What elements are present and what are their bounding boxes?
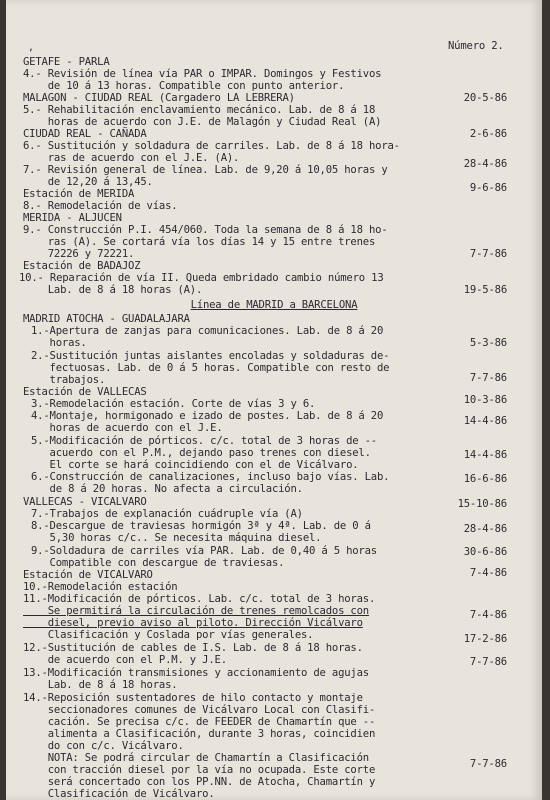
text-line: MERIDA - ALJUCEN (23, 212, 122, 224)
text-line: Clasificación y Coslada por vías generales. (23, 629, 314, 641)
text-line: cación. Se precisa c/c. de FEEDER de Chamartín que -- (23, 716, 376, 728)
text-line: NOTA: Se podrá circular de Chamartín a Clasificación (23, 752, 369, 764)
text-line: 72226 y 72221. (23, 248, 135, 260)
text-line: Lab. de 8 á 18 horas. (23, 679, 178, 691)
entry-date: 7-7-86 (469, 372, 507, 384)
text-line: do con c/c. Vicálvaro. (23, 740, 184, 752)
text-line: Se permitirá la circulación de trenes remolcados con (23, 605, 369, 617)
text-line: será concertado con los PP.NN. de Atocha, Chamartín y (23, 776, 376, 788)
text-line: 5.- Rehabilitación enclavamiento mecánico. Lab. de 8 á 18 (23, 104, 376, 116)
entry-date: 10-3-86 (463, 394, 507, 406)
entry-date: 28-4-86 (463, 158, 507, 170)
text-line: CIUDAD REAL - CAÑADA (23, 128, 147, 140)
text-line: 4.-Montaje, hormigonado e izado de postes. Lab. de 8 á 20 (31, 410, 384, 422)
text-line: GETAFE - PARLA (23, 56, 110, 68)
text-line: 3.-Remodelación estación. Corte de vías 3 y 6. (31, 398, 316, 410)
text-line: 6.- Sustitución y soldadura de carriles. Lab. de 8 á 18 hora- (23, 140, 400, 152)
text-line: 13.-Modificación transmisiones y accionamiento de agujas (23, 667, 369, 679)
text-line: trabajos. (31, 374, 106, 386)
text-line: MADRID ATOCHA - GUADALAJARA (23, 313, 190, 325)
entry-date: 14-4-86 (463, 415, 507, 427)
text-line: 5,30 horas c/c.. Se necesita máquina diesel. (31, 532, 322, 544)
text-line: con tracción diesel por la vía no ocupada. Este corte (23, 764, 376, 776)
text-line: El corte se hará coincidiendo con el de Vicálvaro. (31, 459, 359, 471)
entry-date: 7-4-86 (469, 567, 507, 579)
text-line: Estación de MERIDA (23, 188, 135, 200)
text-line: 8.- Remodelación de vías. (23, 200, 178, 212)
text-line: horas de acuerdo con J.E. de Malagón y Ciudad Real (A) (23, 116, 382, 128)
text-line: 8.-Descargue de traviesas hormigón 3ª y 4ª. Lab. de 0 á (31, 520, 371, 532)
text-line: 7.-Trabajos de explanación cuádruple vía (A) (31, 508, 303, 520)
text-line: Lab. de 8 á 18 horas (A). (23, 284, 203, 296)
text-line: 5.-Modificación de pórticos. c/c. total de 3 horas de -- (31, 435, 377, 447)
text-line: 10.-Remodelación estación (23, 581, 178, 593)
text-line: 11.-Modificación de pórticos. Lab. c/c. total de 3 horas. (23, 593, 376, 605)
entry-date: 20-5-86 (463, 92, 507, 104)
text-line: VALLECAS - VICALVARO (23, 496, 147, 508)
text-line: 4.- Revisión de línea vía PAR o IMPAR. Domingos y Festivos (23, 68, 382, 80)
text-line: 14.-Reposición sustentadores de hilo contacto y montaje (23, 692, 363, 704)
text-line: 12.-Sustitución de cables de I.S. Lab. de 8 á 18 horas. (23, 642, 363, 654)
text-line: seccionadores comunes de Vicálvaro Local con Clasifi- (23, 704, 376, 716)
punch-mark: , (28, 42, 35, 53)
text-line: ras (A). Se cortará vía los días 14 y 15 entre trenes (23, 236, 376, 248)
entry-date: 7-7-86 (469, 656, 507, 668)
entry-date: 7-7-86 (469, 248, 507, 260)
text-line: horas de acuerdo con el J.E. (31, 422, 223, 434)
text-line: fectuosas. Lab. de 0 á 5 horas. Compatible con resto de (31, 362, 390, 374)
entry-date: 7-4-86 (469, 609, 507, 621)
text-line: Estación de VALLECAS (23, 386, 147, 398)
text-line: alimenta a Clasificación, durante 3 horas, coincidien (23, 728, 376, 740)
entry-date: 28-4-86 (463, 523, 507, 535)
entry-date: 2-6-86 (469, 128, 507, 140)
entry-date: 16-6-86 (463, 473, 507, 485)
entry-date: 7-7-86 (469, 758, 507, 770)
entry-date: 5-3-86 (469, 337, 507, 349)
text-line: ras de acuerdo con el J.E. (A). (23, 152, 240, 164)
entry-date: 9-6-86 (469, 182, 507, 194)
text-line: de acuerdo con el P.M. y J.E. (23, 654, 227, 666)
text-line: 1.-Apertura de zanjas para comunicaciones. Lab. de 8 á 20 (31, 325, 384, 337)
document-page (6, 0, 542, 800)
entry-date: 15-10-86 (457, 498, 507, 510)
text-line: de 8 á 20 horas. No afecta a circulación. (31, 483, 303, 495)
text-line: MALAGON - CIUDAD REAL (Cargadero LA LEBRERA) (23, 92, 295, 104)
text-line: 6.-Construcción de canalizaciones, incluso bajo vías. Lab. (31, 471, 390, 483)
entry-date: 17-2-86 (463, 633, 507, 645)
text-line: 2.-Sustitución juntas aislantes encoladas y soldaduras de- (31, 350, 390, 362)
page-number: Número 2. (448, 40, 504, 52)
entry-date: 19-5-86 (463, 284, 507, 296)
text-line: diesel, previo aviso al piloto. Dirección Vicálvaro (23, 617, 363, 629)
text-line: Compatible con descargue de traviesas. (31, 557, 285, 569)
text-line: de 10 á 13 horas. Compatible con punto anterior. (23, 80, 345, 92)
text-line: de 12,20 á 13,45. (23, 176, 153, 188)
text-line: acuerdo con el P.M., dejando paso trenes con diesel. (31, 447, 371, 459)
section-title: Línea de MADRID a BARCELONA (190, 299, 358, 311)
text-line: 9.-Soldadura de carriles vía PAR. Lab. de 0,40 á 5 horas (31, 545, 377, 557)
text-line: 10.- Reparación de vía II. Queda embridado cambio número 13 (19, 272, 384, 284)
text-line: 7.- Revisión general de línea. Lab. de 9,20 á 10,05 horas y (23, 164, 388, 176)
entry-date: 30-6-86 (463, 546, 507, 558)
text-line: Clasificación de Vicálvaro. (23, 788, 215, 800)
text-line: Estación de VICALVARO (23, 569, 153, 581)
text-line: horas. (31, 337, 87, 349)
text-line: 9.- Construcción P.I. 454/060. Toda la semana de 8 á 18 ho- (23, 224, 388, 236)
entry-date: 14-4-86 (463, 449, 507, 461)
text-line: Estación de BADAJOZ (23, 260, 141, 272)
